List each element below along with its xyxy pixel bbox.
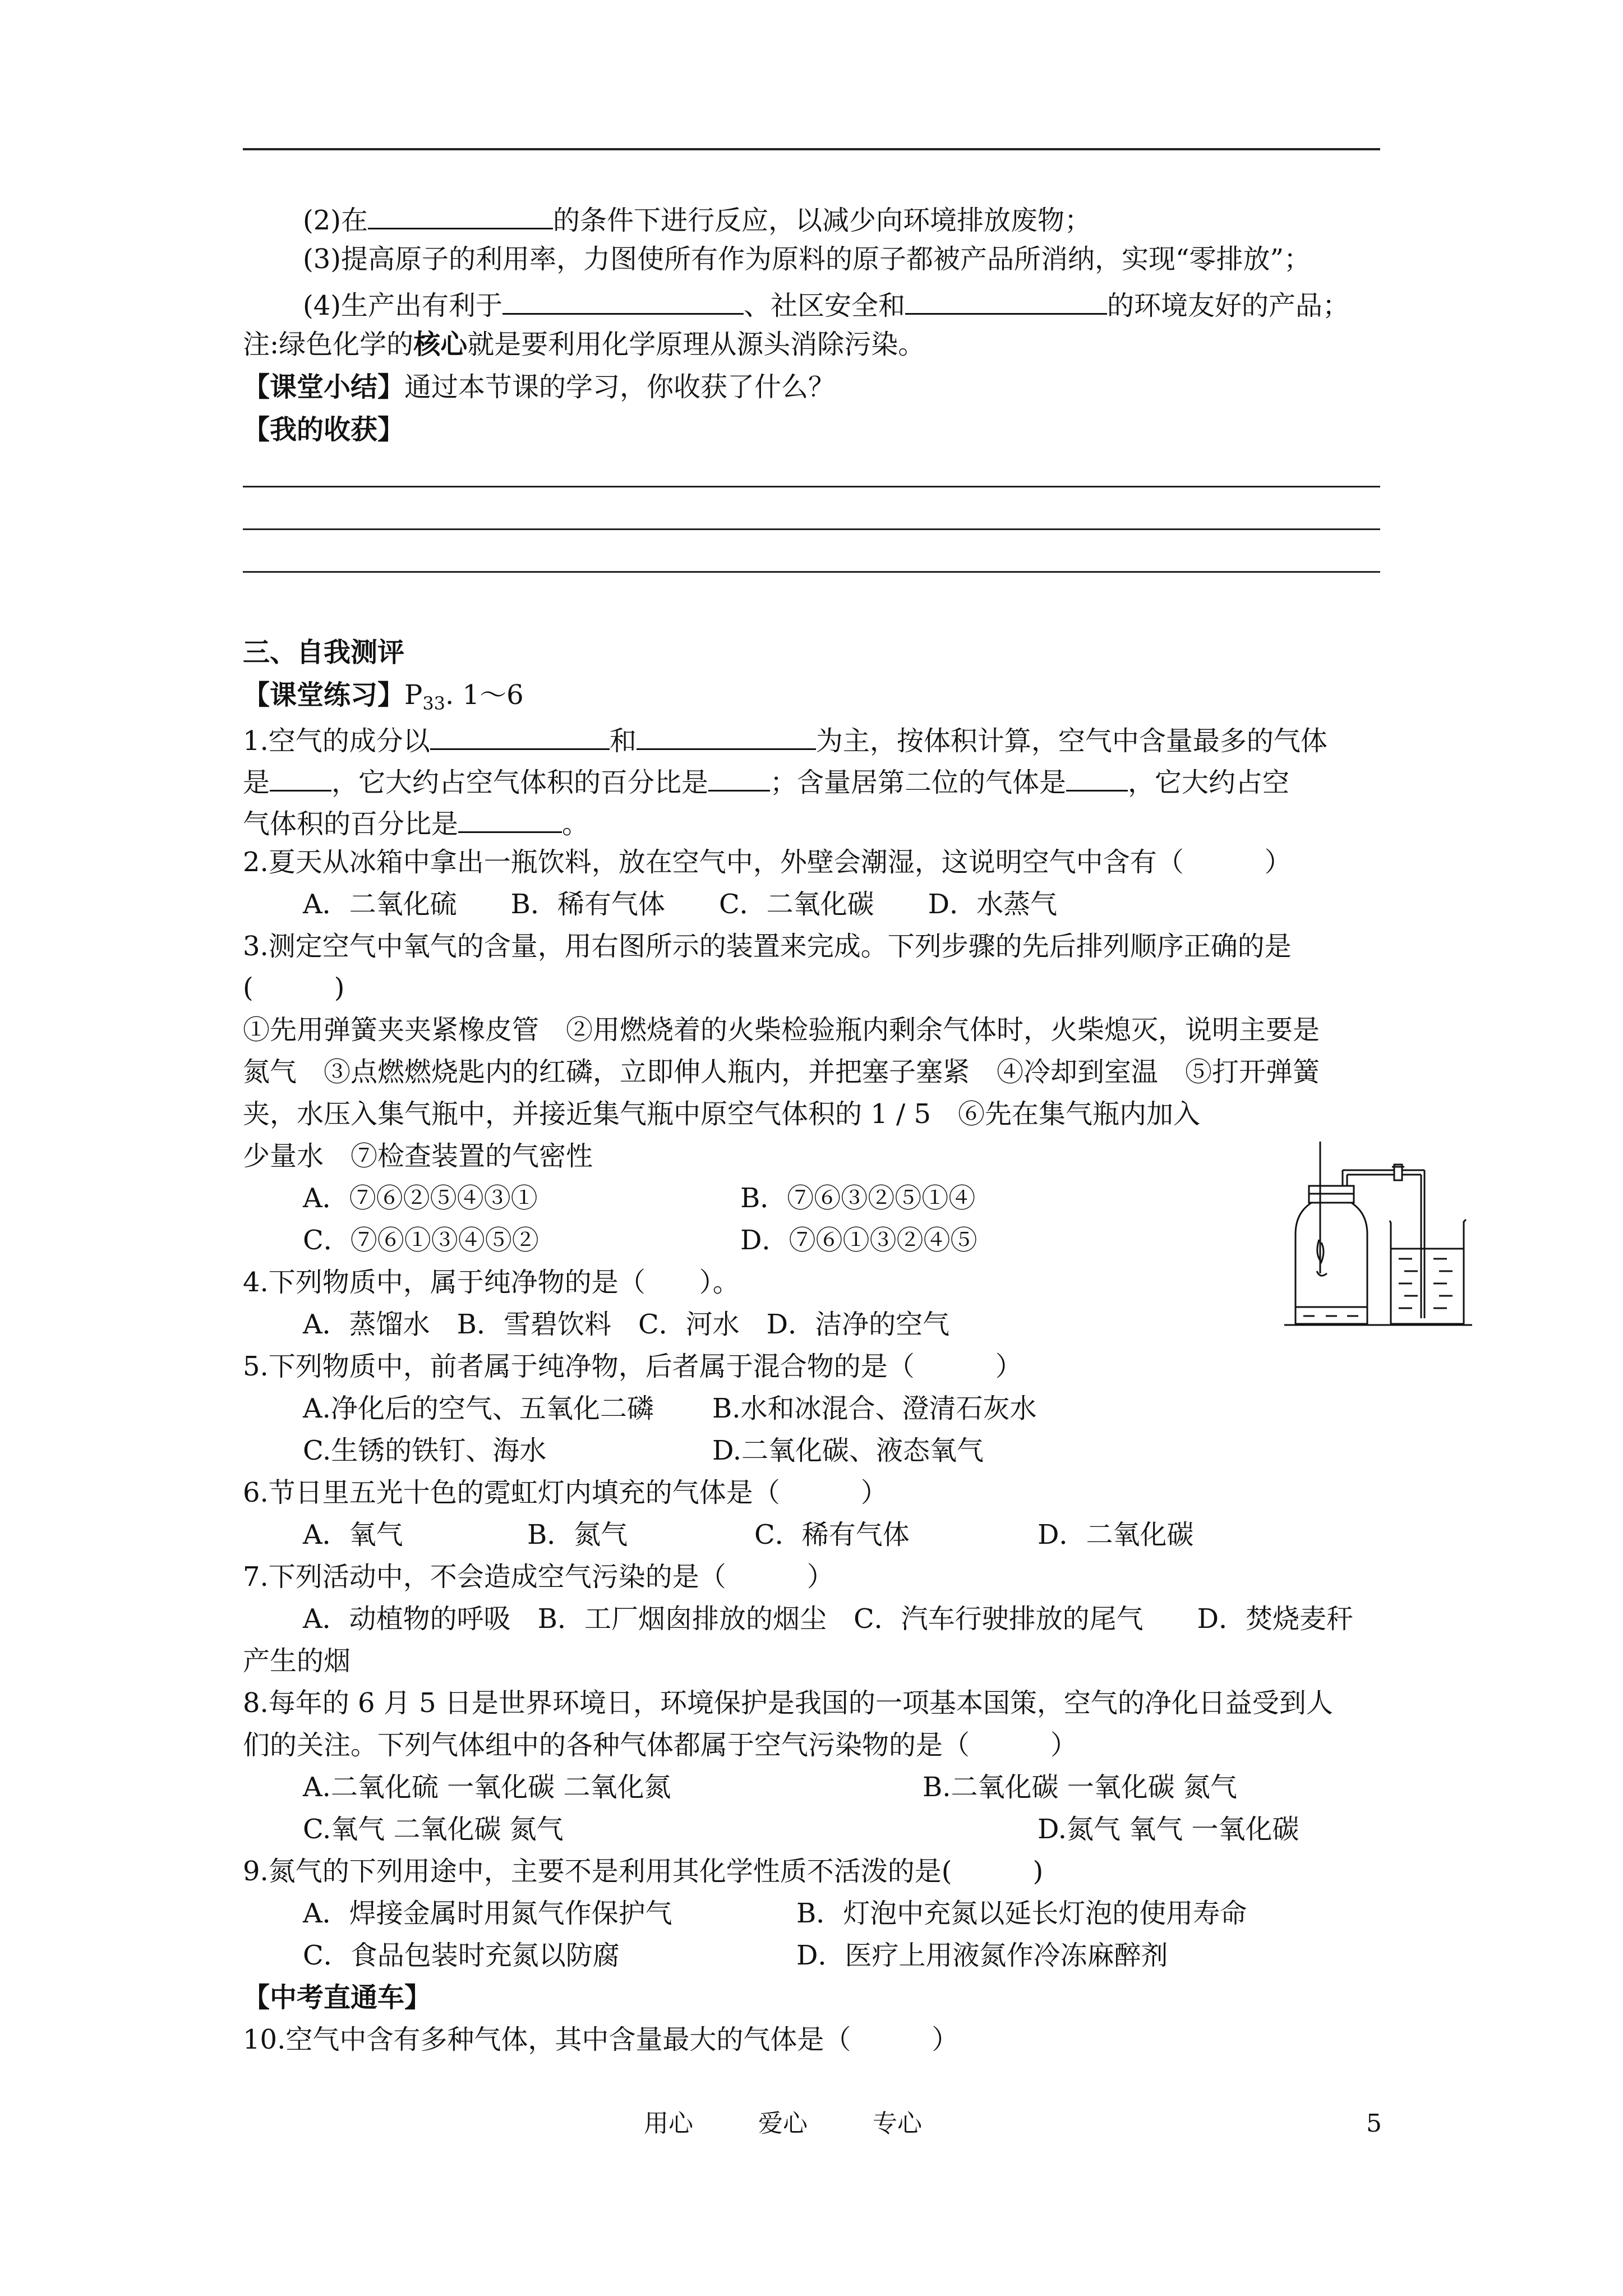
q1-line-1 [243, 720, 1327, 758]
q9-option-d: D．医疗上用液氮作冷冻麻醉剂 [796, 1940, 1168, 1971]
q3-bracket: ( ) [243, 972, 345, 1004]
answer-blank[interactable] [458, 803, 562, 833]
footer-motto-3: 专心 [873, 2109, 922, 2138]
answer-blank[interactable] [637, 720, 816, 750]
practice-label: 【课堂练习】 [243, 679, 405, 711]
item-4-middle: 、社区安全和 [744, 290, 906, 321]
q6-option-d: D．二氧化碳 [1038, 1519, 1194, 1550]
q8-stem: 8.每年的 6 月 5 日是世界环境日，环境保护是我国的一项基本国策，空气的净化日益受到人 [243, 1687, 1333, 1719]
q1-text: 是 [243, 767, 270, 798]
q5-option-b: B.水和冰混合、澄清石灰水 [712, 1393, 1037, 1424]
q5-stem: 5.下列物质中，前者属于纯净物，后者属于混合物的是（ ） [243, 1351, 1022, 1382]
green-chemistry-note [243, 328, 925, 361]
summary-label: 【课堂小结】 [243, 371, 405, 403]
answer-line[interactable] [243, 528, 1380, 530]
q1-text: ，它大约占空气体积的百分比是 [331, 767, 709, 798]
q3-steps: 氮气 ③点燃燃烧匙内的红磷，立即伸人瓶内，并把塞子塞紧 ④冷却到室温 ⑤打开弹簧 [243, 1056, 1320, 1088]
header-rule [243, 148, 1380, 150]
my-gain-label: 【我的收获】 [243, 414, 405, 445]
summary-text: 通过本节课的学习，你收获了什么？ [404, 371, 836, 403]
q8-option-b: B.二氧化碳 一氧化碳 氮气 [923, 1772, 1238, 1803]
q8-option-d: D.氮气 氧气 一氧化碳 [1038, 1814, 1299, 1845]
answer-blank[interactable] [270, 762, 331, 792]
answer-line[interactable] [243, 571, 1380, 573]
q1-text: 。 [562, 808, 589, 840]
q3-option-b: B．⑦⑥③②⑤①④ [740, 1182, 976, 1214]
q1-text: 和 [609, 725, 637, 757]
q7-options: A．动植物的呼吸 B．工厂烟囱排放的烟尘 C．汽车行驶排放的尾气 D．焚烧麦秆 [303, 1603, 1354, 1635]
answer-blank[interactable] [502, 285, 744, 315]
q3-steps: 少量水 ⑦检查装置的气密性 [243, 1140, 593, 1172]
q5-option-d: D.二氧化碳、液态氧气 [712, 1435, 984, 1466]
q1-text: 气体积的百分比是 [243, 808, 459, 840]
q1-line-3 [243, 803, 589, 841]
q9-option-b: B．灯泡中充氮以延长灯泡的使用寿命 [796, 1898, 1247, 1929]
q9-stem: 9.氮气的下列用途中，主要不是利用其化学性质不活泼的是( ) [243, 1856, 1044, 1887]
q4-options: A．蒸馏水 B．雪碧饮料 C．河水 D．洁净的空气 [303, 1309, 950, 1340]
q5-option-c: C.生锈的铁钉、海水 [303, 1435, 547, 1466]
answer-blank[interactable] [708, 762, 770, 792]
q6-option-b: B．氮气 [527, 1519, 628, 1550]
section-title: 三、自我测评 [243, 637, 405, 668]
q3-steps: ①先用弹簧夹夹紧橡皮管 ②用燃烧着的火柴检验瓶内剩余气体时，火柴熄灭，说明主要是 [243, 1014, 1320, 1046]
oxygen-measurement-apparatus [1284, 1139, 1475, 1335]
q9-option-c: C．食品包装时充氮以防腐 [303, 1940, 620, 1971]
item-4-prefix: (4)生产出有利于 [303, 290, 502, 321]
footer-motto-1: 用心 [644, 2109, 693, 2138]
q6-option-c: C．稀有气体 [754, 1519, 910, 1550]
q7-stem: 7.下列活动中，不会造成空气污染的是（ ） [243, 1561, 834, 1593]
q9-option-a: A．焊接金属时用氮气作保护气 [303, 1898, 672, 1929]
practice-heading [243, 678, 524, 720]
q1-text: ；含量居第二位的气体是 [770, 767, 1067, 798]
exam-prep-label: 【中考直通车】 [243, 1982, 432, 2013]
q6-stem: 6.节日里五光十色的霓虹灯内填充的气体是（ ） [243, 1477, 888, 1508]
q3-steps: 夹，水压入集气瓶中，并接近集气瓶中原空气体积的 1 / 5 ⑥先在集气瓶内加入 [243, 1098, 1201, 1130]
footer-motto-2: 爱心 [758, 2109, 808, 2138]
note-keyword: 核心 [413, 329, 468, 360]
answer-line[interactable] [243, 486, 1380, 487]
class-summary [243, 370, 835, 404]
item-2-prefix: (2)在 [303, 205, 368, 236]
answer-blank[interactable] [430, 720, 610, 750]
q8-option-a: A.二氧化硫 一氧化碳 二氧化氮 [303, 1772, 671, 1803]
q3-option-a: A．⑦⑥②⑤④③① [303, 1182, 538, 1214]
q2-stem: 2.夏天从冰箱中拿出一瓶饮料，放在空气中，外壁会潮湿，这说明空气中含有（ ） [243, 846, 1292, 878]
q10-stem: 10.空气中含有多种气体，其中含量最大的气体是（ ） [243, 2024, 959, 2055]
item-4 [303, 285, 1349, 323]
q8-option-c: C.氧气 二氧化碳 氮气 [303, 1814, 564, 1845]
q1-text: 1.空气的成分以 [243, 725, 430, 757]
practice-ref: P [404, 679, 423, 711]
q5-option-a: A.净化后的空气、五氧化二磷 [303, 1393, 654, 1424]
q3-option-c: C．⑦⑥①③④⑤② [303, 1225, 539, 1256]
item-2 [303, 200, 1091, 237]
q7-options-continued: 产生的烟 [243, 1645, 351, 1677]
practice-ref-subscript: 33 [422, 693, 446, 714]
q4-stem: 4.下列物质中，属于纯净物的是（ ）。 [243, 1267, 740, 1298]
answer-blank[interactable] [368, 200, 553, 229]
q2-options: A．二氧化硫 B．稀有气体 C．二氧化碳 D．水蒸气 [303, 889, 1058, 920]
page-number: 5 [1366, 2109, 1382, 2138]
q1-text: 为主，按体积计算，空气中含量最多的气体 [815, 725, 1327, 757]
item-3: (3)提高原子的利用率，力图使所有作为原料的原子都被产品所消纳，实现“零排放”； [303, 243, 1311, 275]
q1-text: ，它大约占空 [1128, 767, 1290, 798]
practice-ref-range: . 1～6 [445, 679, 524, 711]
item-2-suffix: 的条件下进行反应，以减少向环境排放废物； [553, 205, 1092, 236]
note-suffix: 就是要利用化学原理从源头消除污染。 [467, 329, 925, 360]
q3-option-d: D．⑦⑥①③②④⑤ [740, 1225, 978, 1256]
item-4-suffix: 的环境友好的产品； [1107, 290, 1350, 321]
answer-blank[interactable] [1066, 762, 1128, 792]
q3-stem: 3.测定空气中氧气的含量，用右图所示的装置来完成。下列步骤的先后排列顺序正确的是 [243, 931, 1292, 962]
note-prefix: 注:绿色化学的 [243, 329, 414, 360]
q1-line-2 [243, 762, 1289, 799]
answer-blank[interactable] [905, 285, 1107, 315]
q8-stem: 们的关注。下列气体组中的各种气体都属于空气污染物的是（ ） [243, 1729, 1078, 1761]
q6-option-a: A．氧气 [303, 1519, 403, 1550]
